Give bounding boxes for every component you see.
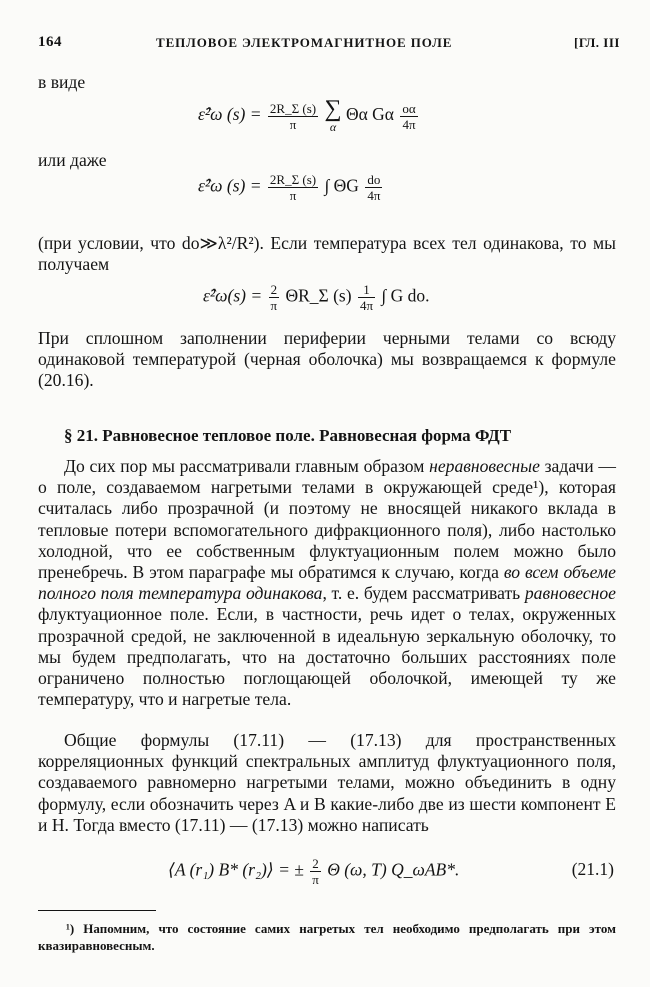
equation-number: (21.1)	[571, 859, 614, 879]
eq2-lhs: ε̂²ω (s) =	[198, 175, 262, 196]
eq1-sum: ∑ α	[324, 96, 342, 134]
eq3-frac: $\frac{2}{\pi}$	[270, 282, 278, 313]
chapter-marker: [ГЛ. III	[573, 35, 620, 50]
paragraph-body-1: До сих пор мы рассматривали главным образом неравновесные задачи — о поле, создаваемом нагретыми телами в окружающей среде¹), которая считалась либо прозрачной (и поэтому не вносящей никакого вклада в тепловые потери вспомогательного дифракционного поля), либо настолько холодной, что ее собственным флуктуационным полем можно было пренебречь. В этом параграфе мы обратимся к случаю, когда во всем объеме полного поля температура одинакова, т. е. будем рассматривать равновесное флуктуационное поле. Если, в частности, речь идет о телах, окруженных прозрачной средой, не заключенной в идеальную зеркальную оболочку, то мы будем предполагать, что на достаточно больших расстояниях поле ограничено полностью поглощающей оболочкой, имеющей ту же температуру, что и нагретые тела.	[38, 456, 616, 710]
eq1-lhs: ε̂²ω (s) =	[198, 104, 262, 125]
paragraph-blackbody: При сплошном заполнении периферии черными телами со всюду одинаковой температурой (черная оболочка) мы возвращаемся к формуле (20.16).	[38, 328, 616, 391]
eq3-frac2: $\frac{1}{4\pi}$	[359, 282, 374, 313]
intro-label-1: в виде	[38, 72, 86, 92]
footnote: ¹) Напомним, что состояние самих нагретых тел необходимо предполагать при этом квазиравновесным.	[38, 921, 616, 953]
eq3-middle: ΘR_Σ (s)	[285, 285, 352, 306]
eq2-frac: $\frac{2R\_\Sigma (s)}{\pi}$	[269, 172, 317, 203]
equation-4	[168, 856, 459, 887]
eq4-rhs: Θ (ω, T) Q_ωAB*.	[327, 859, 460, 880]
paragraph-condition: (при условии, что do≫λ²/R²). Если температура всех тел одинакова, то мы получаем	[38, 233, 616, 275]
running-header	[38, 34, 620, 54]
eq2-body: ∫ ΘG	[324, 175, 359, 196]
equation-1	[198, 98, 420, 134]
equation-2	[198, 172, 384, 203]
paragraph-body-2: Общие формулы (17.11) — (17.13) для пространственных корреляционных функций спектральных амплитуд флуктуационного поля, создаваемого равномерно нагретыми телами, можно объединить в одну формулу, если обозначить через A и B какие-либо две из шести компонент E и H. Тогда вместо (17.11) — (17.13) можно написать	[38, 730, 616, 835]
eq3-tail: ∫ G do.	[381, 285, 430, 306]
eq2-frac2: $\frac{do}{4\pi}$	[367, 172, 381, 203]
eq1-body: Θα Gα	[345, 104, 394, 125]
eq1-frac2: $\frac{o\alpha}{4\pi}$	[402, 100, 416, 132]
eq3-lhs: ε̂²ω(s) =	[203, 285, 263, 306]
intro-label-2: или даже	[38, 150, 107, 170]
equation-3	[203, 282, 429, 313]
running-title: ТЕПЛОВОЕ ЭЛЕКТРОМАГНИТНОЕ ПОЛЕ	[156, 35, 453, 50]
eq1-frac: $\frac{2R\_\Sigma (s)}{\pi}$	[269, 100, 317, 132]
section-heading: § 21. Равновесное тепловое поле. Равновесная форма ФДТ	[64, 426, 512, 445]
eq4-lhs: ⟨A (r₁) B* (r₂)⟩ = ±	[168, 859, 304, 880]
eq4-frac: $\frac{2}{\pi}$	[312, 856, 319, 887]
page-number: 164	[38, 34, 62, 50]
footnote-rule	[38, 910, 156, 911]
